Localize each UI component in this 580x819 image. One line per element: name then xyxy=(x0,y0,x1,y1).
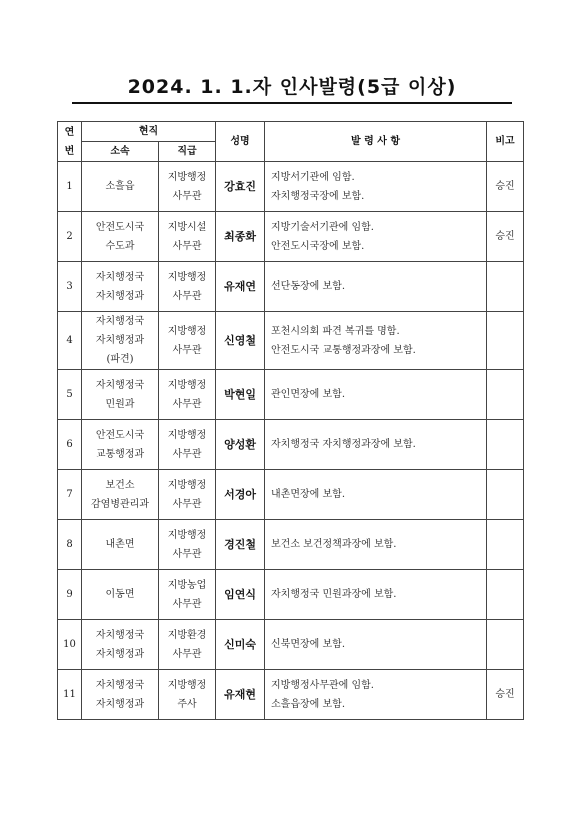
details-line: 포천시의회 파견 복귀를 명함. xyxy=(271,325,400,337)
rank-line: 지방환경 xyxy=(167,629,207,641)
dept-line: 자치행정국 xyxy=(95,379,145,391)
row-details xyxy=(265,420,487,470)
rank-line: 사무관 xyxy=(172,548,202,560)
row-name: 신영철 xyxy=(216,312,265,370)
rank-line: 사무관 xyxy=(172,240,202,252)
row-details xyxy=(265,370,487,420)
details-line: 자치행정국장에 보함. xyxy=(271,190,365,202)
dept-line: 자치행정국 xyxy=(95,316,145,327)
row-name: 유재연 xyxy=(216,262,265,312)
dept-line: 교통행정과 xyxy=(95,448,145,460)
dept-line: 수도과 xyxy=(105,240,135,252)
rank-line: 주사 xyxy=(177,698,197,710)
row-note xyxy=(487,470,524,520)
dept-line: 내촌면 xyxy=(105,539,135,550)
dept-line: 민원과 xyxy=(105,398,135,410)
row-details xyxy=(265,670,487,720)
table-row xyxy=(58,312,524,370)
rank-line: 사무관 xyxy=(172,598,202,610)
table-row xyxy=(58,162,524,212)
row-number: 10 xyxy=(58,620,82,670)
row-number: 1 xyxy=(58,162,82,212)
row-number: 7 xyxy=(58,470,82,520)
header-note: 비고 xyxy=(487,122,524,162)
dept-line: 자치행정과 xyxy=(95,290,145,302)
row-note: 승진 xyxy=(487,670,524,720)
row-dept xyxy=(82,262,159,312)
row-rank xyxy=(159,420,216,470)
row-dept xyxy=(82,620,159,670)
row-dept xyxy=(82,162,159,212)
row-details xyxy=(265,262,487,312)
row-note xyxy=(487,312,524,370)
row-note xyxy=(487,262,524,312)
table-row xyxy=(58,262,524,312)
table-row xyxy=(58,670,524,720)
rank-line: 사무관 xyxy=(172,448,202,460)
row-name: 최종화 xyxy=(216,212,265,262)
row-rank xyxy=(159,370,216,420)
personnel-table xyxy=(57,121,524,720)
row-rank xyxy=(159,312,216,370)
rank-line: 지방시설 xyxy=(167,221,207,233)
rank-line: 지방농업 xyxy=(167,579,207,591)
row-name: 경진철 xyxy=(216,520,265,570)
dept-line: 감염병관리과 xyxy=(91,498,149,510)
row-dept xyxy=(82,520,159,570)
row-dept xyxy=(82,370,159,420)
table-row xyxy=(58,620,524,670)
rank-line: 지방행정 xyxy=(167,325,207,337)
row-name: 임연식 xyxy=(216,570,265,620)
row-details xyxy=(265,312,487,370)
dept-line: 안전도시국 xyxy=(95,221,145,233)
row-dept xyxy=(82,570,159,620)
row-number: 6 xyxy=(58,420,82,470)
row-rank xyxy=(159,620,216,670)
row-rank xyxy=(159,470,216,520)
row-rank xyxy=(159,162,216,212)
row-details xyxy=(265,570,487,620)
dept-line: 안전도시국 xyxy=(95,429,145,441)
details-line: 내촌면장에 보함. xyxy=(271,489,345,500)
row-rank xyxy=(159,570,216,620)
dept-line: 자치행정국 xyxy=(95,629,145,641)
row-details xyxy=(265,162,487,212)
dept-line: (파견) xyxy=(106,354,134,365)
row-rank xyxy=(159,520,216,570)
table-row xyxy=(58,420,524,470)
row-name: 서경아 xyxy=(216,470,265,520)
row-rank xyxy=(159,212,216,262)
rank-line: 사무관 xyxy=(172,498,202,510)
rank-line: 지방행정 xyxy=(167,171,207,183)
row-note xyxy=(487,520,524,570)
details-line: 보건소 보건정책과장에 보함. xyxy=(271,539,397,550)
rank-line: 사무관 xyxy=(172,398,202,410)
header-no: 연 번 xyxy=(58,122,82,162)
details-line: 지방기술서기관에 임함. xyxy=(271,221,374,233)
row-name: 유재현 xyxy=(216,670,265,720)
row-note: 승진 xyxy=(487,212,524,262)
row-number: 3 xyxy=(58,262,82,312)
dept-line: 자치행정과 xyxy=(95,335,145,346)
dept-line: 자치행정과 xyxy=(95,648,145,660)
table-row xyxy=(58,470,524,520)
header-name: 성명 xyxy=(216,122,265,162)
rank-line: 지방행정 xyxy=(167,529,207,541)
row-rank xyxy=(159,262,216,312)
header-details: 발 령 사 항 xyxy=(265,122,487,162)
row-dept xyxy=(82,312,159,370)
dept-line: 보건소 xyxy=(105,479,135,491)
header-current: 현직 xyxy=(82,122,216,142)
row-details xyxy=(265,470,487,520)
header-dept: 소속 xyxy=(82,142,159,162)
dept-line: 이동면 xyxy=(105,589,135,600)
row-dept xyxy=(82,420,159,470)
dept-line: 소흘읍 xyxy=(105,181,135,192)
row-rank xyxy=(159,670,216,720)
row-details xyxy=(265,620,487,670)
dept-line: 자치행정국 xyxy=(95,271,145,283)
rank-line: 지방행정 xyxy=(167,379,207,391)
details-line: 관인면장에 보함. xyxy=(271,389,345,400)
rank-line: 지방행정 xyxy=(167,479,207,491)
details-line: 자치행정국 자치행정과장에 보함. xyxy=(271,439,416,450)
row-note xyxy=(487,570,524,620)
row-note: 승진 xyxy=(487,162,524,212)
rank-line: 사무관 xyxy=(172,290,202,302)
row-note xyxy=(487,370,524,420)
row-number: 9 xyxy=(58,570,82,620)
row-note xyxy=(487,620,524,670)
details-line: 안전도시국장에 보함. xyxy=(271,240,365,252)
row-note xyxy=(487,420,524,470)
details-line: 지방서기관에 임함. xyxy=(271,171,355,183)
row-dept xyxy=(82,470,159,520)
row-number: 4 xyxy=(58,312,82,370)
dept-line: 자치행정과 xyxy=(95,698,145,710)
row-details xyxy=(265,520,487,570)
table-row xyxy=(58,570,524,620)
header-rank: 직급 xyxy=(159,142,216,162)
row-number: 5 xyxy=(58,370,82,420)
table-row xyxy=(58,520,524,570)
details-line: 소흘읍장에 보함. xyxy=(271,698,345,710)
page-title: 2024. 1. 1.자 인사발령(5급 이상) xyxy=(127,76,457,98)
row-number: 11 xyxy=(58,670,82,720)
details-line: 자치행정국 민원과장에 보함. xyxy=(271,589,397,600)
table-row xyxy=(58,370,524,420)
rank-line: 사무관 xyxy=(172,190,202,202)
rank-line: 지방행정 xyxy=(167,679,207,691)
row-name: 강효진 xyxy=(216,162,265,212)
rank-line: 사무관 xyxy=(172,648,202,660)
row-dept xyxy=(82,670,159,720)
row-name: 신미숙 xyxy=(216,620,265,670)
row-dept xyxy=(82,212,159,262)
title-underline xyxy=(72,102,512,104)
row-number: 2 xyxy=(58,212,82,262)
rank-line: 사무관 xyxy=(172,344,202,356)
details-line: 안전도시국 교통행정과장에 보함. xyxy=(271,344,416,356)
row-name: 양성환 xyxy=(216,420,265,470)
row-number: 8 xyxy=(58,520,82,570)
row-details xyxy=(265,212,487,262)
details-line: 신북면장에 보함. xyxy=(271,639,345,650)
rank-line: 지방행정 xyxy=(167,271,207,283)
details-line: 지방행정사무관에 임함. xyxy=(271,679,374,691)
row-name: 박현일 xyxy=(216,370,265,420)
table-row xyxy=(58,212,524,262)
dept-line: 자치행정국 xyxy=(95,679,145,691)
rank-line: 지방행정 xyxy=(167,429,207,441)
details-line: 선단동장에 보함. xyxy=(271,281,345,292)
